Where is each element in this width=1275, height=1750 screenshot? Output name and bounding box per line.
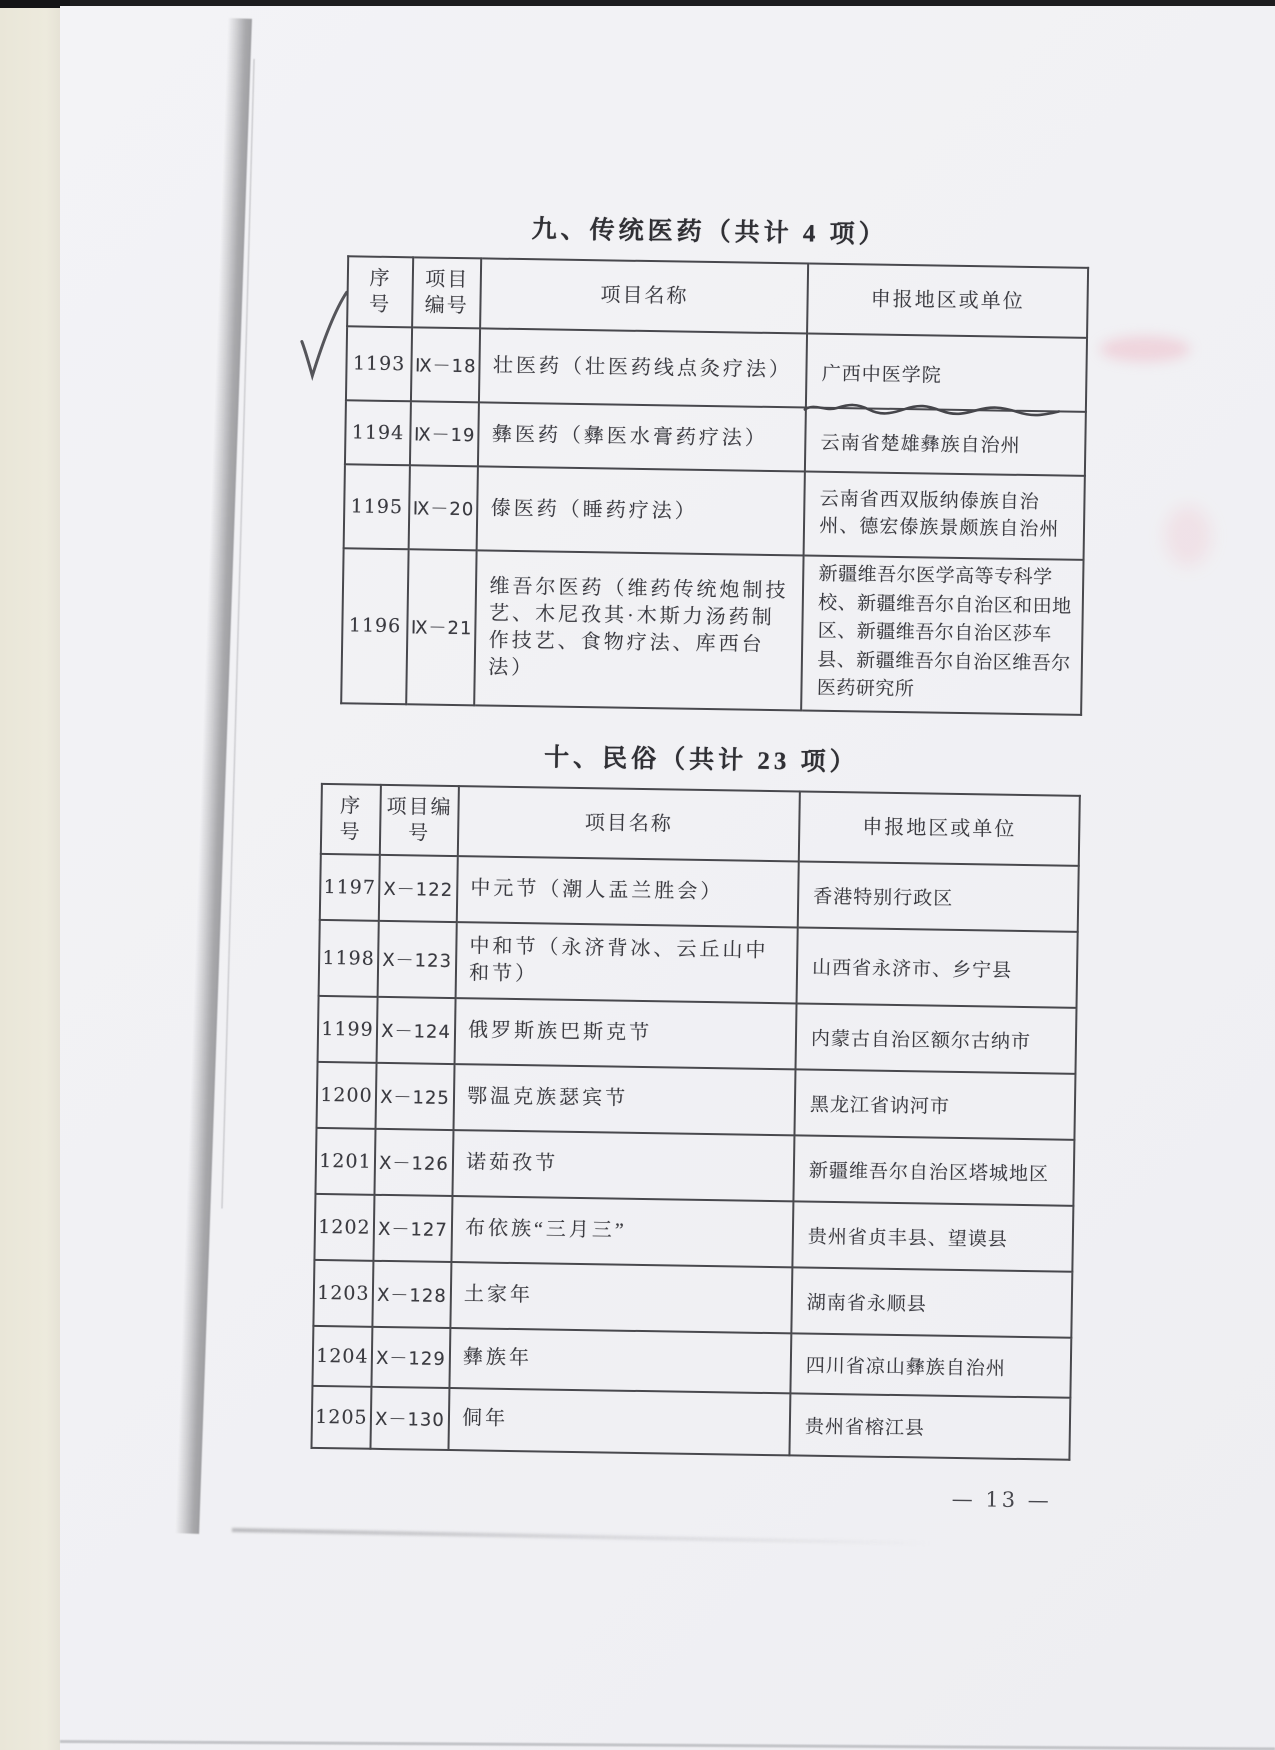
cell-seq bbox=[312, 1325, 372, 1386]
table-row bbox=[345, 400, 1086, 476]
cell-text: 云南省西双版纳傣族自治州、德宏傣族景颇族自治州 bbox=[819, 489, 1060, 541]
cell-text: 1202 bbox=[318, 1215, 371, 1239]
cell-region bbox=[798, 861, 1079, 931]
data-table bbox=[340, 255, 1089, 715]
cell-code bbox=[370, 1386, 449, 1449]
cell-text: 1196 bbox=[348, 614, 402, 638]
cell-text: 广西中医学院 bbox=[821, 363, 942, 387]
cell-text: Ⅹ－123 bbox=[382, 949, 453, 972]
cell-code bbox=[410, 401, 479, 466]
column-header: 项目编号 bbox=[380, 784, 459, 855]
cell-seq bbox=[314, 1193, 374, 1260]
traditional-medicine-table-section bbox=[322, 206, 1090, 715]
cell-region bbox=[792, 1201, 1073, 1271]
table-row bbox=[314, 1193, 1073, 1271]
cell-text: Ⅹ－122 bbox=[383, 878, 454, 901]
cell-text: 湖南省永顺县 bbox=[806, 1292, 928, 1316]
cell-text: 维吾尔医药（维药传统炮制技艺、木尼孜其·木斯力汤药制作技艺、食物疗法、库西台法） bbox=[488, 575, 789, 680]
cell-region bbox=[804, 471, 1085, 559]
paper-sheet bbox=[60, 6, 1275, 1750]
table-row bbox=[346, 326, 1087, 412]
cell-seq bbox=[341, 548, 409, 704]
folk-custom-table-section bbox=[310, 733, 1081, 1460]
cell-text: 中和节（永济背冰、云丘山中和节） bbox=[468, 934, 769, 985]
printed-content bbox=[310, 206, 1090, 1512]
cell-text: Ⅹ－129 bbox=[375, 1347, 446, 1370]
cell-seq bbox=[313, 1259, 373, 1326]
cell-text: 香港特别行政区 bbox=[813, 886, 954, 911]
cell-region bbox=[794, 1069, 1075, 1139]
cell-text: 土家年 bbox=[463, 1283, 534, 1307]
cell-region bbox=[793, 1135, 1074, 1205]
cell-code bbox=[406, 549, 477, 705]
column-header: 序 号 bbox=[321, 783, 381, 854]
cell-text: 1194 bbox=[351, 421, 405, 445]
cell-text: Ⅹ－127 bbox=[377, 1218, 448, 1241]
cell-text: Ⅹ－124 bbox=[381, 1020, 452, 1043]
cell-text: 布依族“三月三” bbox=[464, 1217, 627, 1242]
column-header: 申报地区或单位 bbox=[799, 791, 1080, 865]
table-title: 十、民俗（共计 23 项） bbox=[543, 743, 859, 776]
cell-text: 1193 bbox=[352, 352, 406, 376]
cell-text: 1198 bbox=[322, 946, 376, 970]
cell-code bbox=[372, 1260, 451, 1327]
cell-seq bbox=[346, 326, 412, 401]
cell-text: 1195 bbox=[350, 495, 404, 519]
cell-seq bbox=[317, 1061, 377, 1128]
cell-text: 1203 bbox=[317, 1281, 370, 1305]
column-header: 项目名称 bbox=[481, 258, 809, 333]
table-row bbox=[315, 1127, 1074, 1205]
cell-text: 鄂温克族瑟宾节 bbox=[466, 1085, 629, 1110]
cell-text: 中元节（潮人盂兰胜会） bbox=[470, 877, 724, 904]
cell-text: 彝医药（彝医水膏药疗法） bbox=[491, 423, 769, 450]
table-row bbox=[317, 1061, 1076, 1139]
fold-crease-line bbox=[175, 18, 252, 1534]
cell-name bbox=[453, 1130, 795, 1201]
cell-code bbox=[375, 1062, 454, 1129]
cell-text: 彝族年 bbox=[462, 1346, 533, 1370]
cell-text: 壮医药（壮医药线点灸疗法） bbox=[492, 354, 793, 381]
cell-name bbox=[450, 1262, 792, 1333]
cell-name bbox=[478, 402, 806, 471]
column-header: 申报地区或单位 bbox=[807, 264, 1088, 338]
table-row bbox=[313, 1259, 1072, 1337]
table-row bbox=[318, 995, 1077, 1073]
table-row bbox=[344, 464, 1085, 560]
cell-name bbox=[475, 550, 804, 710]
cell-text: Ⅸ－21 bbox=[410, 617, 473, 640]
cell-text: 1201 bbox=[319, 1149, 372, 1173]
cell-text: Ⅹ－125 bbox=[380, 1086, 451, 1109]
cell-code bbox=[379, 854, 458, 921]
cell-text: 侗年 bbox=[461, 1407, 509, 1430]
cell-region bbox=[806, 334, 1087, 412]
table-row bbox=[319, 919, 1078, 1007]
header-row bbox=[347, 256, 1088, 338]
cell-name bbox=[450, 1328, 792, 1393]
table-title: 九、传统医药（共计 4 项） bbox=[531, 216, 888, 249]
cell-region bbox=[791, 1267, 1072, 1337]
cell-text: Ⅸ－19 bbox=[413, 424, 476, 447]
cell-text: 1204 bbox=[316, 1344, 369, 1368]
table-row bbox=[311, 1385, 1070, 1459]
cell-text: 内蒙古自治区额尔古纳市 bbox=[810, 1028, 1032, 1054]
cell-code bbox=[371, 1326, 450, 1387]
cell-name bbox=[477, 466, 805, 555]
underlying-sheet-strip bbox=[0, 8, 66, 1750]
cell-region bbox=[801, 555, 1083, 714]
cell-region bbox=[805, 408, 1086, 476]
column-header: 序 号 bbox=[347, 256, 413, 327]
cell-text: Ⅸ－18 bbox=[414, 355, 477, 378]
cell-text: 傣医药（睡药疗法） bbox=[490, 497, 698, 523]
cell-text: Ⅹ－128 bbox=[376, 1284, 447, 1307]
cell-seq bbox=[319, 919, 379, 996]
pink-ink-smudge bbox=[1165, 506, 1211, 566]
cell-text: Ⅹ－126 bbox=[378, 1152, 449, 1175]
paper-bottom-edge bbox=[60, 1740, 1275, 1750]
cell-seq bbox=[311, 1385, 371, 1448]
table-row bbox=[320, 853, 1079, 931]
cell-text: 1199 bbox=[321, 1017, 374, 1041]
under-sheet-shadow bbox=[232, 1528, 932, 1545]
cell-text: 贵州省贞丰县、望谟县 bbox=[807, 1226, 1009, 1251]
cell-name bbox=[457, 856, 799, 927]
cell-code bbox=[374, 1128, 453, 1195]
cell-code bbox=[411, 327, 480, 402]
cell-region bbox=[797, 927, 1078, 1007]
cell-region bbox=[789, 1393, 1070, 1459]
cell-code bbox=[376, 996, 455, 1063]
cell-region bbox=[790, 1333, 1071, 1397]
cell-seq bbox=[344, 464, 410, 549]
cell-text: 1200 bbox=[320, 1083, 373, 1107]
cell-name bbox=[479, 328, 807, 407]
cell-name bbox=[454, 1064, 796, 1135]
header-row bbox=[321, 783, 1080, 865]
cell-text: 四川省凉山彝族自治州 bbox=[805, 1355, 1007, 1380]
cell-text: 贵州省榕江县 bbox=[804, 1416, 926, 1440]
cell-text: 诺茹孜节 bbox=[465, 1151, 559, 1175]
cell-name bbox=[456, 922, 798, 1003]
cell-text: 1197 bbox=[323, 875, 377, 899]
table-row bbox=[341, 548, 1083, 714]
cell-name bbox=[449, 1388, 791, 1455]
cell-text: 云南省楚雄彝族自治州 bbox=[820, 432, 1021, 457]
cell-text: Ⅹ－130 bbox=[374, 1408, 445, 1431]
cell-seq bbox=[345, 400, 411, 465]
cell-seq bbox=[320, 853, 380, 920]
cell-text: Ⅸ－20 bbox=[412, 498, 475, 521]
cell-text: 1205 bbox=[315, 1405, 368, 1429]
cell-text: 俄罗斯族巴斯克节 bbox=[467, 1019, 653, 1045]
cell-name bbox=[452, 1196, 794, 1267]
cell-seq bbox=[318, 995, 378, 1062]
cell-code bbox=[409, 465, 479, 550]
column-header: 项目编号 bbox=[412, 257, 481, 328]
cell-code bbox=[373, 1194, 452, 1261]
page-number: — 13 — bbox=[951, 1486, 1052, 1512]
pink-ink-smudge bbox=[1100, 336, 1190, 362]
cell-code bbox=[378, 920, 457, 997]
column-header: 项目名称 bbox=[458, 786, 800, 861]
cell-seq bbox=[315, 1127, 375, 1194]
cell-text: 黑龙江省讷河市 bbox=[809, 1094, 951, 1119]
cell-text: 新疆维吾尔自治区塔城地区 bbox=[808, 1160, 1050, 1186]
cell-region bbox=[796, 1003, 1077, 1073]
data-table bbox=[310, 782, 1080, 1460]
cell-name bbox=[455, 998, 797, 1069]
cell-text: 新疆维吾尔医学高等专科学校、新疆维吾尔自治区和田地区、新疆维吾尔自治区莎车县、新疆维吾尔自治区维吾尔医药研究所 bbox=[816, 563, 1072, 701]
cell-text: 山西省永济市、乡宁县 bbox=[811, 957, 1013, 983]
